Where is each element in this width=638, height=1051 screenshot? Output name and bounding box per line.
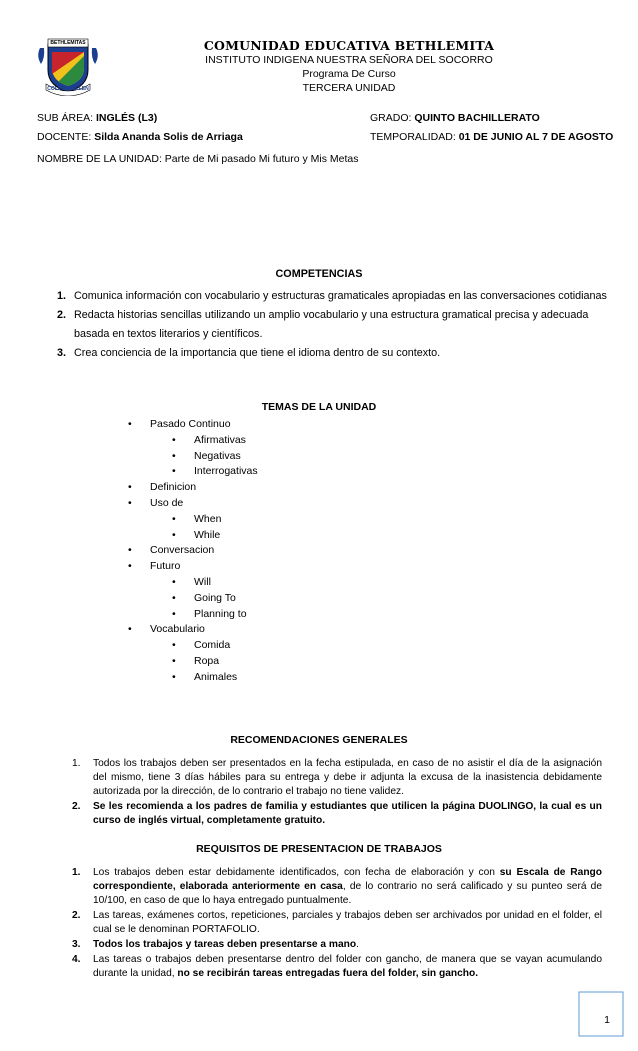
list-item: • Planning to xyxy=(172,607,258,623)
list-item: • Comida xyxy=(172,638,258,654)
list-item: • Pasado Continuo • Afirmativas • Negativas • Interrogativas xyxy=(128,417,258,480)
list-item: • Negativas xyxy=(172,449,258,465)
list-item: • Ropa xyxy=(172,654,258,670)
list-item: 4. Las tareas o trabajos deben presentarse dentro del folder con gancho, de manera que se vayan acumulando durante la unidad, no se recibirán tareas entregadas fuera del folder, sin gancho. xyxy=(72,954,602,979)
competencias-list xyxy=(57,287,617,363)
recomendaciones-list xyxy=(72,757,602,829)
list-item: • Will xyxy=(172,575,258,591)
docente-row xyxy=(37,131,243,143)
subarea-row xyxy=(37,112,157,124)
temas-title: TEMAS DE LA UNIDAD xyxy=(261,401,377,413)
list-item: • Vocabulario • Comida • Ropa • Animales xyxy=(128,622,258,685)
list-item: • Futuro • Will • Going To • Planning to xyxy=(128,559,258,622)
competencias-title: COMPETENCIAS xyxy=(275,268,363,280)
list-item: 1. Comunica información con vocabulario y estructuras gramaticales apropiadas en las conversaciones cotidianas xyxy=(57,290,607,302)
temporalidad-value: 01 DE JUNIO AL 7 DE AGOSTO xyxy=(458,131,614,143)
unit-label: TERCERA UNIDAD xyxy=(302,82,396,94)
list-item: • Animales xyxy=(172,670,258,686)
grado-label: GRADO: xyxy=(370,112,412,124)
subarea-label: SUB ÁREA: xyxy=(37,112,94,124)
temporalidad-label: TEMPORALIDAD: xyxy=(370,131,456,143)
subarea-value: INGLÉS (L3) xyxy=(95,112,158,124)
list-item: • Going To xyxy=(172,591,258,607)
list-item: 3. Crea conciencia de la importancia que tiene el idioma dentro de su contexto. xyxy=(57,347,441,359)
list-item: 1. Los trabajos deben estar debidamente identificados, con fecha de elaboración y con su Escala de Rango correspondiente, elaborada anteriormente en casa, de lo contrario no será calificado y su punteo será de 10/100, en caso de que lo haya entregado puntualmente. xyxy=(72,867,602,906)
unidad-label: NOMBRE DE LA UNIDAD: xyxy=(37,153,162,165)
institution-title: COMUNIDAD EDUCATIVA BETHLEMITA xyxy=(203,38,495,53)
institution-name: INSTITUTO INDIGENA NUESTRA SEÑORA DEL SOCORRO xyxy=(205,54,493,66)
list-item: 2. Redacta historias sencillas utilizando un amplio vocabulario y una estructura gramatical precisa y adecuada basada en textos literarios y científicos. xyxy=(57,309,589,340)
list-item: • Uso de • When • While xyxy=(128,496,258,543)
unidad-value: Parte de Mi pasado Mi futuro y Mis Metas xyxy=(164,153,359,165)
grado-value: QUINTO BACHILLERATO xyxy=(414,112,540,124)
list-item: • While xyxy=(172,528,258,544)
list-item: • Afirmativas xyxy=(172,433,258,449)
list-item: • Definicion xyxy=(128,480,258,496)
requisitos-title: REQUISITOS DE PRESENTACION DE TRABAJOS xyxy=(196,843,442,855)
list-item: • When xyxy=(172,512,258,528)
page-corner-shape xyxy=(578,991,624,1037)
docente-value: Silda Ananda Solis de Arriaga xyxy=(94,131,243,143)
list-item: 1. Todos los trabajos deben ser presentados en la fecha estipulada, en caso de no asistir el día de la asignación del mismo, tiene 3 días hábiles para su entrega y debe ir adjunta la excusa de la inasistencia debidamente autorizada por la dirección, de lo contrario el trabajo no tiene validez. xyxy=(72,758,602,797)
docente-label: DOCENTE: xyxy=(37,131,92,143)
list-item: 2. Se les recomienda a los padres de familia y estudiantes que utilicen la página DUOLINGO, la cual es un curso de inglés virtual, completamente gratuito. xyxy=(72,801,602,826)
logo-bottom-text: COLEGIO BELEN xyxy=(47,86,89,92)
page-number: 1 xyxy=(604,1014,610,1026)
list-item: • Interrogativas xyxy=(172,464,258,480)
logo-top-text: BETHLEMITAS xyxy=(50,40,86,46)
grado-row xyxy=(370,112,540,124)
list-item: • Conversacion xyxy=(128,543,258,559)
temporalidad-row xyxy=(370,131,613,143)
list-item: 3. Todos los trabajos y tareas deben presentarse a mano. xyxy=(72,939,359,950)
program-label: Programa De Curso xyxy=(302,68,396,80)
list-item: 2. Las tareas, exámenes cortos, repeticiones, parciales y trabajos deben ser archivados por unidad en el folder, el cual se le denominan PORTAFOLIO. xyxy=(72,910,602,935)
temas-list xyxy=(128,417,258,686)
unidad-row xyxy=(37,153,359,165)
requisitos-list xyxy=(72,866,602,982)
recomendaciones-title: RECOMENDACIONES GENERALES xyxy=(230,734,408,746)
